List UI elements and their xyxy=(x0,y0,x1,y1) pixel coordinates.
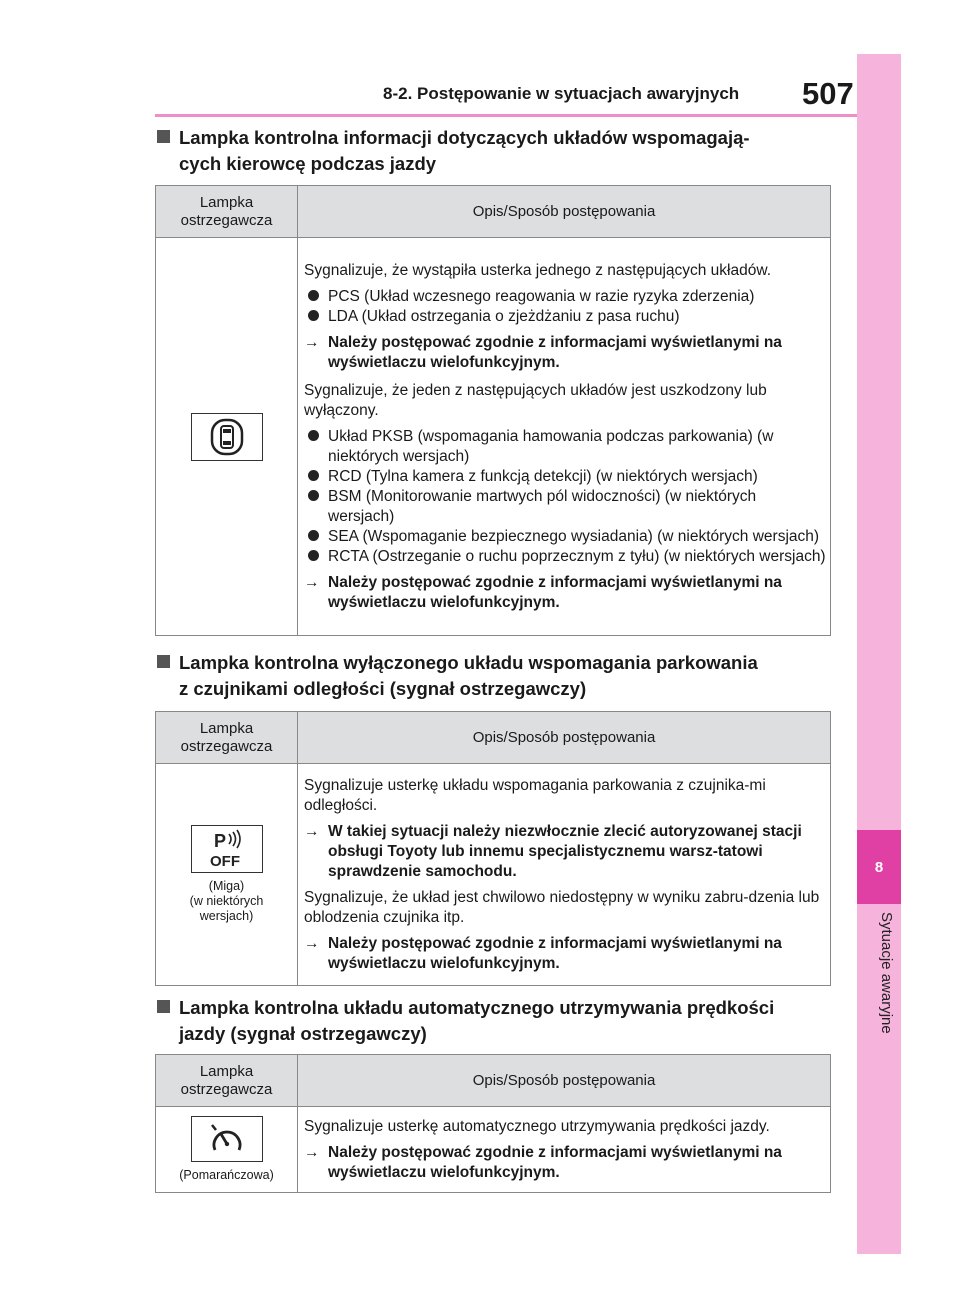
driver-assist-icon-cell xyxy=(156,238,298,636)
icon-caption: (Miga) (w niektórych wersjach) xyxy=(189,879,264,923)
parking-sensor-icon-cell xyxy=(156,764,298,986)
description-text: Sygnalizuje usterkę automatycznego utrzymywania prędkości jazdy. xyxy=(304,1117,770,1135)
section-square-icon xyxy=(157,655,170,668)
section3-table xyxy=(155,1054,831,1193)
section2-table xyxy=(155,711,831,986)
action-instruction: → Należy postępować zgodnie z informacjami wyświetlanymi na wyświetlaczu wielofunkcyjnym. xyxy=(304,934,782,972)
header-section-title: 8-2. Postępowanie w sytuacjach awaryjnych xyxy=(383,84,740,103)
section-square-icon xyxy=(157,1000,170,1013)
col-header-warning-light: Lampka ostrzegawcza xyxy=(156,712,298,764)
section1-table xyxy=(155,185,831,636)
section3-title: Lampka kontrolna układu automatycznego utrzymywania prędkości jazdy (sygnał ostrzegawczy) xyxy=(157,995,837,1047)
cruise-control-description xyxy=(298,1107,831,1193)
list-item: SEA (Wspomaganie bezpiecznego wysiadania) (w niektórych wersjach) xyxy=(304,527,826,547)
driver-assist-description xyxy=(298,238,831,636)
chapter-title: Sytuacje awaryjne xyxy=(878,912,895,1034)
description-text: Sygnalizuje, że wystąpiła usterka jednego z następujących układów. xyxy=(304,261,771,279)
list-item: RCD (Tylna kamera z funkcją detekcji) (w niektórych wersjach) xyxy=(304,467,826,487)
col-header-warning-light: Lampka ostrzegawcza xyxy=(156,186,298,238)
action-instruction: → Należy postępować zgodnie z informacjami wyświetlanymi na wyświetlaczu wielofunkcyjnym. xyxy=(304,1143,782,1181)
list-item: LDA (Układ ostrzegania o zjeżdżaniu z pasa ruchu) xyxy=(304,307,826,327)
header-divider xyxy=(155,114,857,117)
col-header-description: Opis/Sposób postępowania xyxy=(298,186,831,238)
section-square-icon xyxy=(157,130,170,143)
action-instruction: → Należy postępować zgodnie z informacjami wyświetlanymi na wyświetlaczu wielofunkcyjnym. xyxy=(304,573,782,611)
parking-sensor-off-icon xyxy=(191,825,263,873)
section1-title: Lampka kontrolna informacji dotyczących układów wspomagają- cych kierowcę podczas jazdy xyxy=(157,125,837,177)
list-item: Układ PKSB (wspomagania hamowania podczas parkowania) (w niektórych wersjach) xyxy=(304,427,826,467)
icon-caption: (Pomarańczowa) xyxy=(179,1168,274,1182)
list-item: PCS (Układ wczesnego reagowania w razie ryzyka zderzenia) xyxy=(304,287,826,307)
driver-assist-warning-icon xyxy=(191,413,263,461)
svg-text:P: P xyxy=(213,831,226,851)
list-item: RCTA (Ostrzeganie o ruchu poprzecznym z tyłu) (w niektórych wersjach) xyxy=(304,547,826,567)
description-text: Sygnalizuje usterkę układu wspomagania parkowania z czujnika-mi odległości. xyxy=(304,776,766,814)
parking-sensor-description xyxy=(298,764,831,986)
svg-text:OFF: OFF xyxy=(209,853,240,870)
col-header-description: Opis/Sposób postępowania xyxy=(298,712,831,764)
col-header-description: Opis/Sposób postępowania xyxy=(298,1055,831,1107)
description-text: Sygnalizuje, że jeden z następujących układów jest uszkodzony lub wyłączony. xyxy=(304,381,767,419)
chapter-number-tab[interactable] xyxy=(857,830,901,904)
description-text: Sygnalizuje, że układ jest chwilowo niedostępny w wyniku zabru-dzenia lub oblodzenia czujnika itp. xyxy=(304,888,820,926)
list-item: BSM (Monitorowanie martwych pól widoczności) (w niektórych wersjach) xyxy=(304,487,826,527)
col-header-warning-light: Lampka ostrzegawcza xyxy=(156,1055,298,1107)
action-instruction: → Należy postępować zgodnie z informacjami wyświetlanymi na wyświetlaczu wielofunkcyjnym. xyxy=(304,333,782,371)
page-number: 507 xyxy=(802,76,854,111)
cruise-control-icon-cell xyxy=(156,1107,298,1193)
chapter-number: 8 xyxy=(874,858,884,876)
cruise-control-warning-icon xyxy=(191,1116,263,1162)
chapter-sidebar xyxy=(857,54,901,1254)
section2-title: Lampka kontrolna wyłączonego układu wspomagania parkowania z czujnikami odległości (sygnał ostrzegawczy) xyxy=(157,650,837,702)
action-instruction: → W takiej sytuacji należy niezwłocznie zlecić autoryzowanej stacji obsługi Toyoty lub innemu specjalistycznemu warsz-tatowi sprawdzenie samochodu. xyxy=(304,822,802,880)
